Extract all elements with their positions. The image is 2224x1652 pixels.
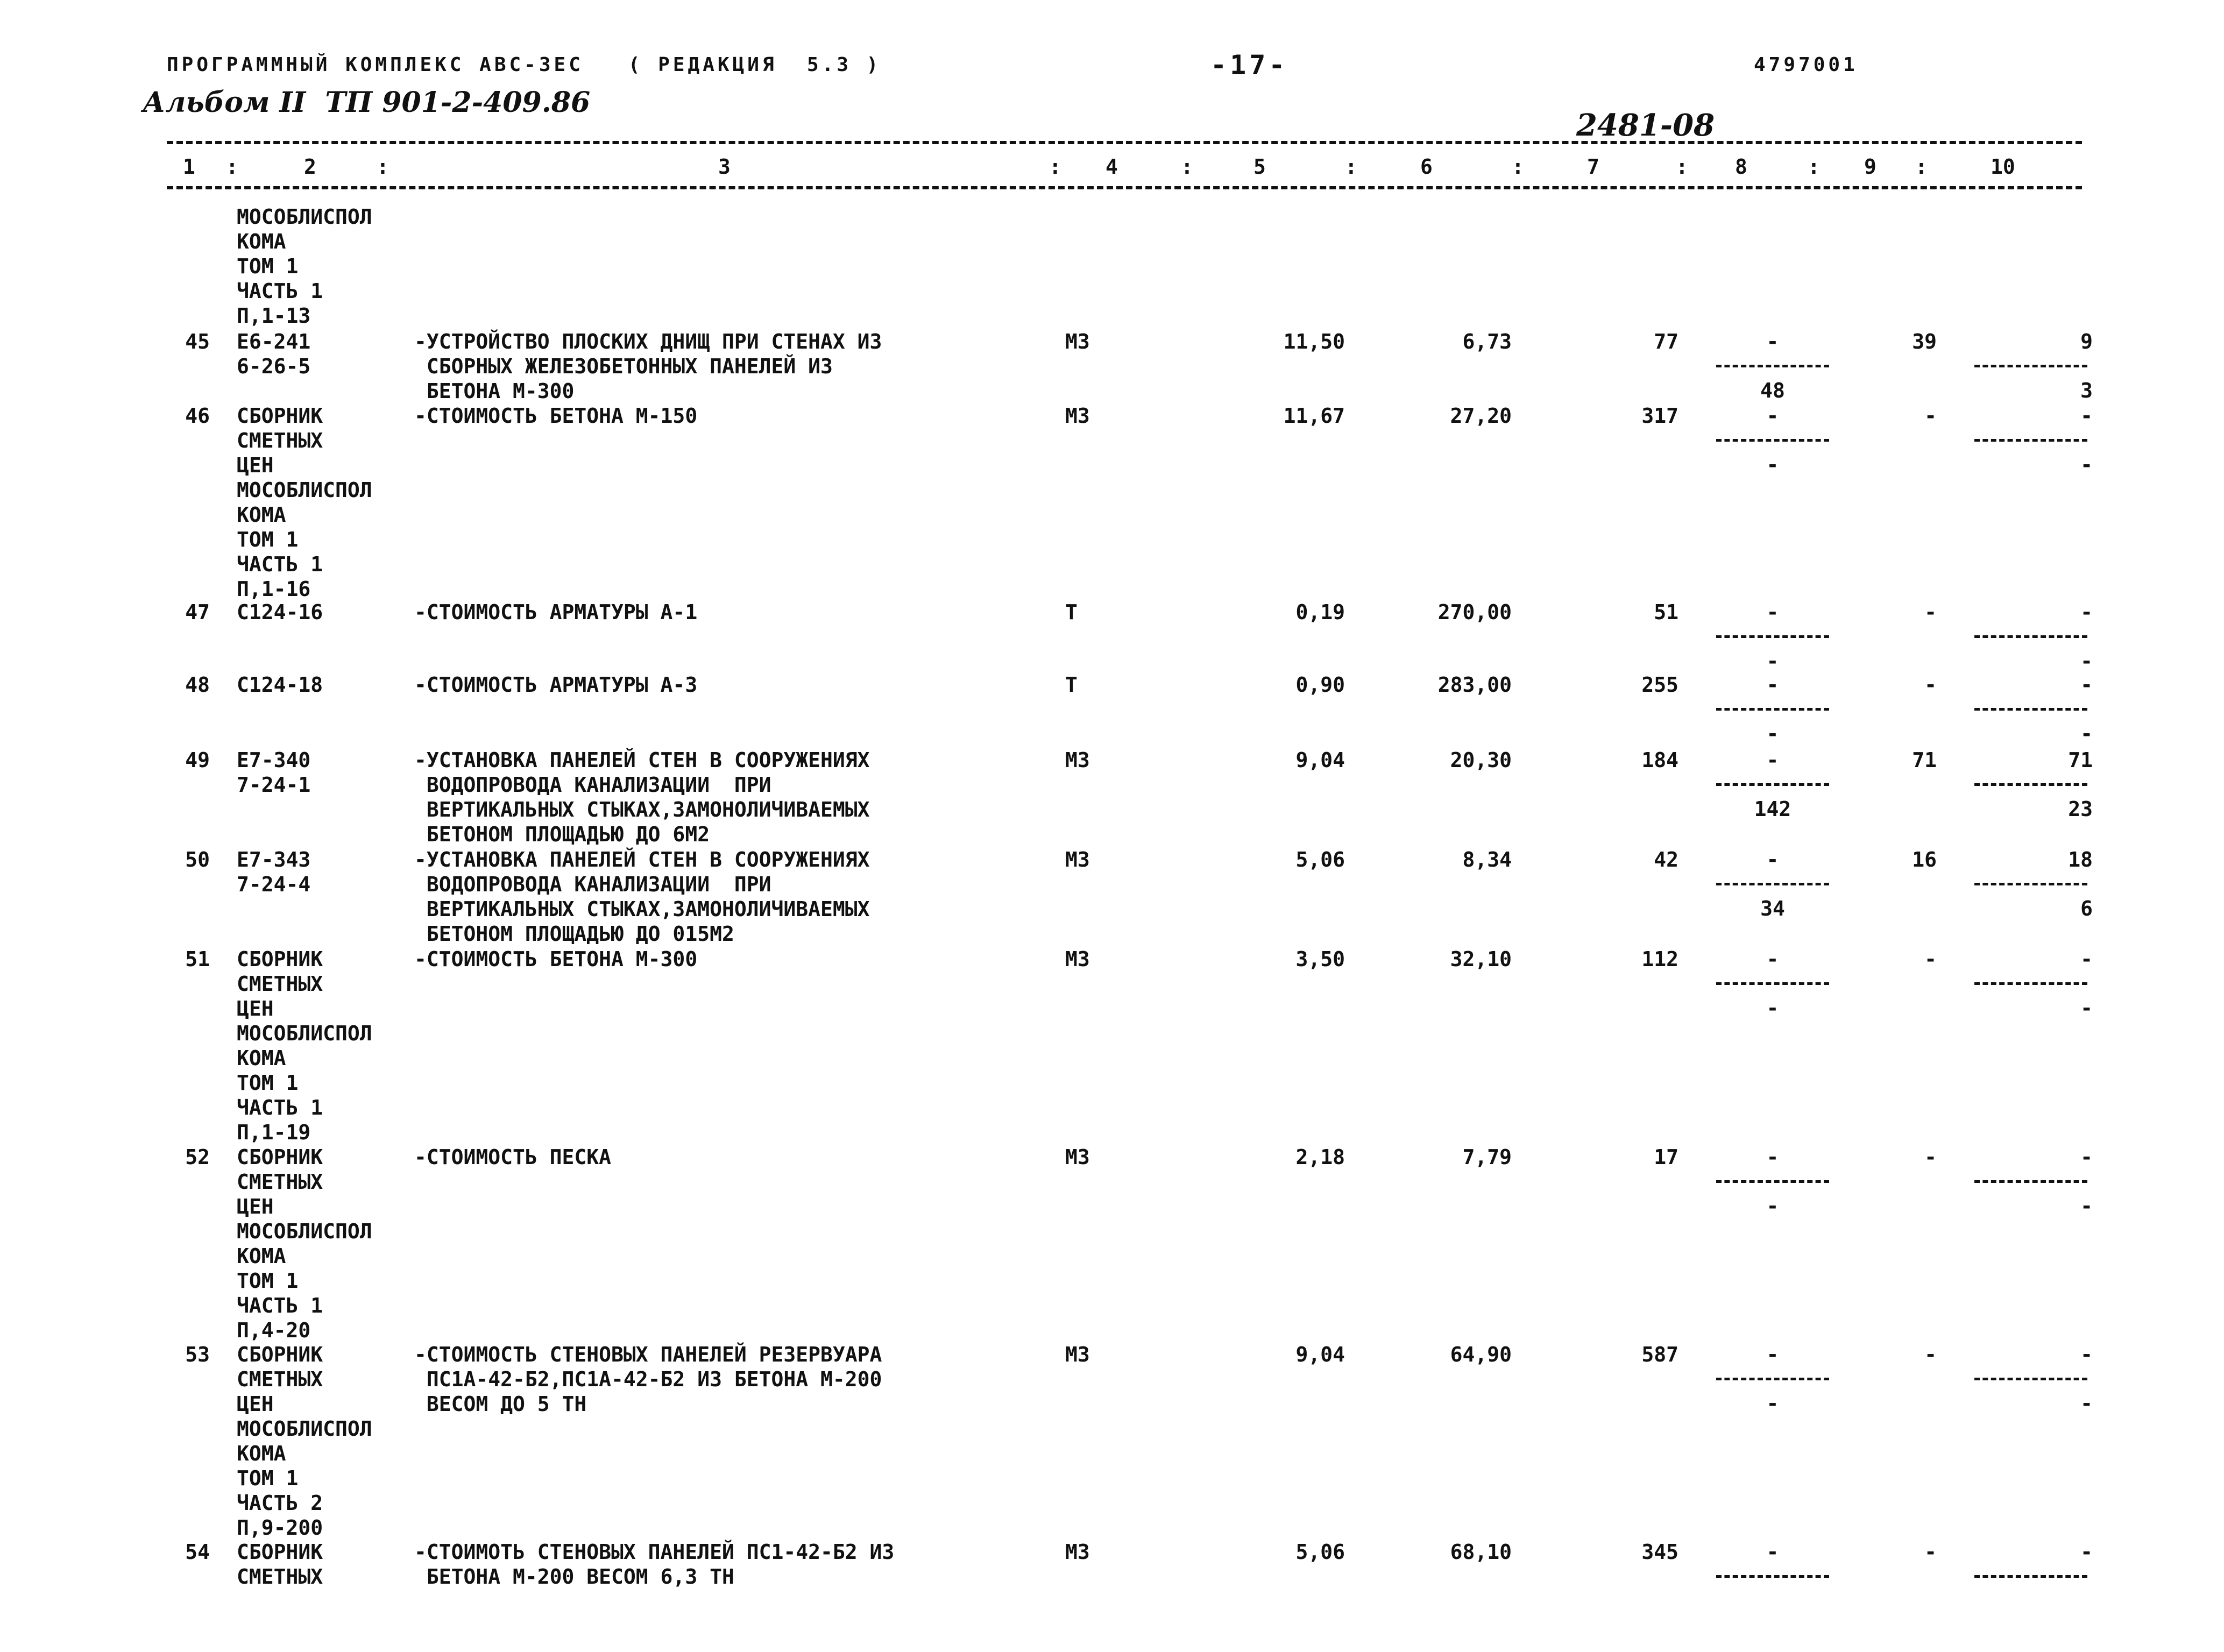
fraction-top: - [1766,600,1779,624]
cost-fraction-col10 [1969,600,2093,673]
unit-price: 64,90 [1450,1343,1512,1366]
cost-fraction-col10 [1969,1145,2093,1218]
fraction-bottom [1969,1589,2093,1613]
quantity: 2,18 [1295,1145,1345,1169]
fraction-top: 9 [2080,330,2093,353]
row-number: 50 [185,848,210,871]
fraction-top: - [1766,673,1779,697]
cost-fraction-col10 [1969,748,2093,821]
album-reference: Альбом II ТП 901-2-409.86 [143,86,591,119]
fraction-top: - [2080,947,2093,971]
column-number: 7 [1587,155,1599,179]
fraction-bottom: 34 [1760,897,1785,920]
fraction-top: - [1766,848,1779,871]
cost-fraction-col8 [1711,947,1835,1020]
column-separator: : [1512,155,1524,179]
fraction-line [1716,365,1829,367]
unit-price: 8,34 [1462,848,1512,871]
total-cost: 317 [1641,404,1678,428]
fraction-bottom: - [2080,1392,2093,1415]
document-code: 4797001 [1754,54,1858,76]
total-cost: 51 [1654,600,1678,624]
work-description: -УСТРОЙСТВО ПЛОСКИХ ДНИЩ ПРИ СТЕНАХ ИЗ СБОРНЫХ ЖЕЛЕЗОБЕТОННЫХ ПАНЕЛЕЙ ИЗ БЕТОНА М-300 [414,330,882,403]
unit: М3 [1065,848,1090,871]
quantity: 0,19 [1295,600,1345,624]
column-9-value: - [1924,600,1937,624]
fraction-line [1716,1378,1829,1380]
fraction-bottom: - [1766,996,1779,1020]
norm-code: С124-16 [237,600,323,624]
fraction-bottom: 3 [2080,379,2093,402]
work-description: -УСТАНОВКА ПАНЕЛЕЙ СТЕН В СООРУЖЕНИЯХ ВОДОПРОВОДА КАНАЛИЗАЦИИ ПРИ ВЕРТИКАЛЬНЫХ СТЫКАХ,ЗАМОНОЛИЧИВАЕМЫХ БЕТОНОМ ПЛОЩАДЬЮ ДО 015М2 [414,848,870,946]
cost-fraction-col10 [1969,947,2093,1020]
quantity: 5,06 [1295,1540,1345,1564]
column-9-value: 16 [1912,848,1937,871]
column-separator: : [1049,155,1061,179]
header-top-rule [167,141,2082,144]
cost-fraction-col10 [1969,403,2093,477]
work-description: -СТОИМОСТЬ БЕТОНА М-150 [414,404,698,428]
total-cost: 345 [1641,1540,1678,1564]
row-number: 46 [185,404,210,428]
column-9-value: - [1924,1145,1937,1169]
fraction-line [1974,1180,2087,1183]
column-number: 8 [1735,155,1747,179]
cost-fraction-col8 [1711,1540,1835,1613]
row-number: 49 [185,748,210,772]
fraction-bottom: 48 [1760,379,1785,402]
fraction-bottom: - [1766,649,1779,673]
unit-price: 32,10 [1450,947,1512,971]
unit-price: 68,10 [1450,1540,1512,1564]
norm-code: Е7-343 7-24-4 [237,848,311,896]
norm-code: СБОРНИК СМЕТНЫХ ЦЕН МОСОБЛИСПОЛ КОМА ТОМ 1 ЧАСТЬ 2 П,9-200 [237,1343,372,1540]
fraction-top: - [1766,1145,1779,1169]
cost-fraction-col8 [1711,403,1835,477]
row-number: 47 [185,600,210,624]
fraction-top: 71 [2068,748,2093,772]
total-cost: 184 [1641,748,1678,772]
fraction-line [1974,883,2087,885]
quantity: 9,04 [1295,748,1345,772]
column-separator: : [1808,155,1820,179]
work-description: -СТОИМОТЬ СТЕНОВЫХ ПАНЕЛЕЙ ПС1-42-Б2 ИЗ БЕТОНА М-200 ВЕСОМ 6,3 ТН [414,1540,895,1589]
row-number: 51 [185,947,210,971]
total-cost: 587 [1641,1343,1678,1366]
fraction-line [1716,708,1829,711]
fraction-line [1716,783,1829,786]
quantity: 9,04 [1295,1343,1345,1366]
unit: М3 [1065,330,1090,353]
norm-code: СБОРНИК СМЕТНЫХ ЦЕН МОСОБЛИСПОЛ КОМА ТОМ 1 ЧАСТЬ 1 П,1-19 [237,947,372,1144]
fraction-top: - [1766,947,1779,971]
cost-fraction-col10 [1969,1540,2093,1613]
cost-fraction-col10 [1969,1342,2093,1416]
unit-price: 27,20 [1450,404,1512,428]
fraction-bottom: - [1766,453,1779,477]
column-number: 3 [718,155,731,179]
fraction-line [1974,1378,2087,1380]
fraction-top: - [2080,673,2093,697]
fraction-line [1974,635,2087,638]
unit: М3 [1065,1540,1090,1564]
work-description: -СТОИМОСТЬ АРМАТУРЫ А-3 [414,673,698,697]
quantity: 3,50 [1295,947,1345,971]
total-cost: 255 [1641,673,1678,697]
fraction-top: - [1766,1540,1779,1564]
norm-code: СБОРНИК СМЕТНЫХ ЦЕН МОСОБЛИСПОЛ КОМА ТОМ 1 ЧАСТЬ 1 П,1-16 [237,404,372,601]
unit-price: 7,79 [1462,1145,1512,1169]
column-number: 10 [1991,155,2015,179]
fraction-top: 18 [2068,848,2093,871]
fraction-bottom: - [2080,453,2093,477]
column-9-value: - [1924,673,1937,697]
column-9-value: - [1924,1540,1937,1564]
column-9-value: - [1924,1343,1937,1366]
fraction-bottom: 142 [1754,797,1791,821]
total-cost: 42 [1654,848,1678,871]
row-number: 52 [185,1145,210,1169]
cost-fraction-col8 [1711,847,1835,921]
fraction-bottom [1711,1589,1835,1613]
fraction-top: - [2080,1343,2093,1366]
column-9-value: - [1924,947,1937,971]
column-separator: : [1181,155,1193,179]
quantity: 11,67 [1283,404,1345,428]
fraction-bottom: - [2080,722,2093,746]
norm-code: Е6-241 6-26-5 [237,330,311,378]
column-number: 5 [1253,155,1266,179]
unit: М3 [1065,1145,1090,1169]
fraction-bottom: - [1766,1194,1779,1218]
fraction-line [1974,365,2087,367]
cost-fraction-col8 [1711,672,1835,746]
column-separator: : [377,155,389,179]
fraction-top: - [1766,330,1779,353]
fraction-bottom: - [2080,649,2093,673]
fraction-line [1716,635,1829,638]
page-number: -17- [1210,49,1288,81]
unit: Т [1065,673,1078,697]
cost-fraction-col10 [1969,329,2093,403]
unit: М3 [1065,947,1090,971]
fraction-line [1974,439,2087,442]
column-separator: : [1676,155,1688,179]
unit: Т [1065,600,1078,624]
column-separator: : [226,155,238,179]
unit: М3 [1065,404,1090,428]
row-number: 53 [185,1343,210,1366]
fraction-line [1716,1180,1829,1183]
norm-code: СБОРНИК СМЕТНЫХ [237,1540,323,1589]
cost-fraction-col10 [1969,847,2093,921]
unit: М3 [1065,748,1090,772]
column-number: 2 [304,155,316,179]
unit-price: 6,73 [1462,330,1512,353]
total-cost: 17 [1654,1145,1678,1169]
cost-fraction-col8 [1711,329,1835,403]
fraction-line [1716,439,1829,442]
row-number: 45 [185,330,210,353]
fraction-bottom: - [2080,1194,2093,1218]
unit-price: 283,00 [1437,673,1512,697]
cost-fraction-col8 [1711,1145,1835,1218]
fraction-top: - [2080,404,2093,428]
fraction-bottom: - [1766,722,1779,746]
fraction-bottom: 6 [2080,897,2093,920]
work-description: -СТОИМОСТЬ АРМАТУРЫ А-1 [414,600,698,624]
fraction-top: - [1766,748,1779,772]
column-separator: : [1915,155,1928,179]
cost-fraction-col8 [1711,600,1835,673]
fraction-top: - [1766,1343,1779,1366]
norm-code: СБОРНИК СМЕТНЫХ ЦЕН МОСОБЛИСПОЛ КОМА ТОМ 1 ЧАСТЬ 1 П,4-20 [237,1145,372,1342]
fraction-line [1974,708,2087,711]
column-9-value: 71 [1912,748,1937,772]
fraction-bottom: - [2080,996,2093,1020]
sheet-number: 2481-08 [1576,108,1715,143]
row-number: 54 [185,1540,210,1564]
program-title: ПРОГРАММНЫЙ КОМПЛЕКС АВС-ЗЕС ( РЕДАКЦИЯ 5.3 ) [167,54,882,76]
unit-price: 20,30 [1450,748,1512,772]
fraction-line [1716,883,1829,885]
fraction-line [1974,982,2087,985]
norm-code: С124-18 [237,673,323,697]
cost-fraction-col10 [1969,672,2093,746]
quantity: 11,50 [1283,330,1345,353]
column-9-value: - [1924,404,1937,428]
cost-fraction-col8 [1711,1342,1835,1416]
column-number: 1 [183,155,195,179]
fraction-top: - [2080,1145,2093,1169]
quantity: 5,06 [1295,848,1345,871]
fraction-top: - [2080,600,2093,624]
norm-code: Е7-340 7-24-1 [237,748,311,797]
fraction-bottom: 23 [2068,797,2093,821]
fraction-line [1974,1575,2087,1578]
work-description: -СТОИМОСТЬ ПЕСКА [414,1145,612,1169]
fraction-line [1716,1575,1829,1578]
work-description: -СТОИМОСТЬ БЕТОНА М-300 [414,947,698,971]
unit: М3 [1065,1343,1090,1366]
cost-fraction-col8 [1711,748,1835,821]
quantity: 0,90 [1295,673,1345,697]
header-bottom-rule [167,186,2082,189]
fraction-top: - [1766,404,1779,428]
work-description: -УСТАНОВКА ПАНЕЛЕЙ СТЕН В СООРУЖЕНИЯХ ВОДОПРОВОДА КАНАЛИЗАЦИИ ПРИ ВЕРТИКАЛЬНЫХ СТЫКАХ,ЗАМОНОЛИЧИВАЕМЫХ БЕТОНОМ ПЛОЩАДЬЮ ДО 6М2 [414,748,870,846]
column-number: 6 [1420,155,1433,179]
total-cost: 77 [1654,330,1678,353]
column-number: 9 [1864,155,1876,179]
column-9-value: 39 [1912,330,1937,353]
unit-price: 270,00 [1437,600,1512,624]
fraction-bottom: - [1766,1392,1779,1415]
fraction-line [1974,783,2087,786]
row-number: 48 [185,673,210,697]
column-separator: : [1345,155,1357,179]
column-number: 4 [1106,155,1118,179]
fraction-top: - [2080,1540,2093,1564]
work-description: -СТОИМОСТЬ СТЕНОВЫХ ПАНЕЛЕЙ РЕЗЕРВУАРА ПС1А-42-Б2,ПС1А-42-Б2 ИЗ БЕТОНА М-200 ВЕСОМ ДО 5 ТН [414,1343,882,1416]
fraction-line [1716,982,1829,985]
total-cost: 112 [1641,947,1678,971]
norm-code: МОСОБЛИСПОЛ КОМА ТОМ 1 ЧАСТЬ 1 П,1-13 [237,205,372,328]
